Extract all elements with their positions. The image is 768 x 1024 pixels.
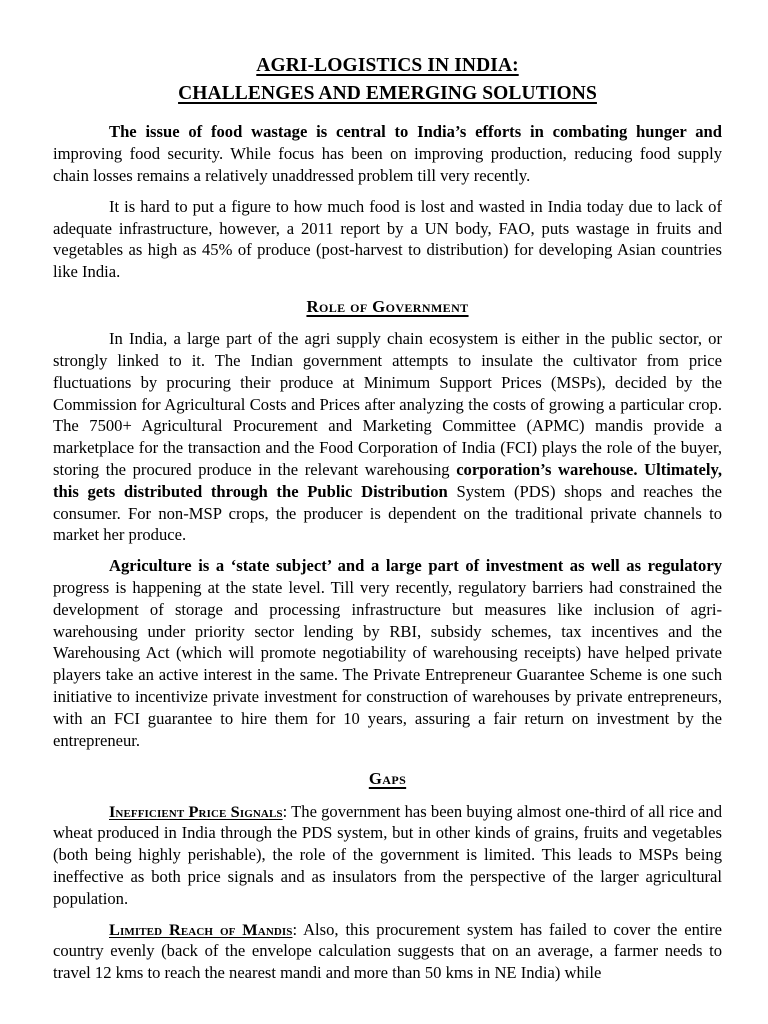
run-in-heading-inefficient-price-signals: Inefficient Price Signals [109, 801, 283, 821]
document-title-line-2-text: CHALLENGES AND EMERGING SOLUTIONS [178, 82, 597, 104]
paragraph-wastage-figures [53, 196, 722, 283]
paragraph-limited-reach-of-mandis-body: Also, this procurement system has failed to cover the entire country evenly (back of the envelope calculation suggests that on an average, a farmer needs to travel 12 kms to reach the nearest mandi and more than 50 kms in NE India) while [53, 919, 722, 983]
document-title-line-2 [53, 80, 722, 108]
document-title-line-1-text: AGRI-LOGISTICS IN INDIA: [256, 55, 519, 76]
run-in-heading-limited-reach-of-mandis: Limited Reach of Mandis [109, 919, 293, 939]
paragraph-public-sector [53, 328, 722, 546]
paragraph-public-sector-bold: corporation’s warehouse. Ultimately, this gets distributed through the Public Distribution [53, 459, 722, 501]
document-title-line-1 [53, 52, 722, 80]
paragraph-inefficient-price-signals-body: The government has been buying almost one-third of all rice and wheat produced in India through the PDS system, but in other kinds of grains, fruits and vegetables (both being highly perishable), the role of the government is limited. This leads to MSPs being ineffective as both price signals and as insulators from the perspective of the larger agricultural population. [53, 801, 722, 908]
paragraph-state-subject-rest: progress is happening at the state level. Till very recently, regulatory barriers had constrained the development of storage and processing infrastructure but measures like inclusion of agri-warehousing under priority sector lending by RBI, subsidy schemes, tax incentives and the Warehousing Act (which will promote negotiability of warehousing receipts) have helped private players take an active interest in the same. The Private Entrepreneur Guarantee Scheme is one such initiative to incentivize private investment for construction of warehouses by private entrepreneurs, with an FCI guarantee to hire them for 10 years, assuring a fair return on investment by the entrepreneur. [53, 578, 722, 750]
document-title [53, 52, 722, 107]
paragraph-state-subject [53, 555, 722, 751]
paragraph-inefficient-price-signals [53, 801, 722, 910]
paragraph-intro-lead: The issue of food wastage is central to India’s efforts in combating hunger and [109, 122, 722, 142]
run-in-colon-inefficient-price-signals: : [282, 801, 288, 821]
section-heading-gaps [53, 769, 722, 789]
section-heading-role-of-government-text: Role of Government [306, 297, 469, 317]
paragraph-wastage-figures-text: It is hard to put a figure to how much food is lost and wasted in India today due to lack of adequate infrastructure, however, a 2011 report by a UN body, FAO, puts wastage in fruits and vegetables as high as 45% of produce (post-harvest to distribution) for developing Asian countries like India. [53, 196, 722, 282]
paragraph-public-sector-post: System (PDS) shops and reaches the consumer. For non-MSP crops, the producer is dependent on the traditional private channels to market her produce. [53, 481, 723, 545]
paragraph-state-subject-lead: Agriculture is a ‘state subject’ and a large part of investment as well as regulatory [109, 556, 722, 576]
section-heading-gaps-text: Gaps [368, 768, 407, 788]
paragraph-intro-rest: improving food security. While focus has been on improving production, reducing food supply chain losses remains a relatively unaddressed problem till very recently. [53, 144, 722, 185]
section-heading-role-of-government [53, 297, 722, 317]
paragraph-limited-reach-of-mandis [53, 919, 722, 984]
run-in-colon-limited-reach-of-mandis: : [292, 919, 298, 939]
paragraph-intro [53, 121, 722, 186]
paragraph-public-sector-pre: In India, a large part of the agri supply chain ecosystem is either in the public sector, or strongly linked to it. The Indian government attempts to insulate the cultivator from price fluctuations by procuring their produce at Minimum Support Prices (MSPs), decided by the Commission for Agricultural Costs and Prices after analyzing the costs of growing a particular crop. The 7500+ Agricultural Procurement and Marketing Committee (APMC) mandis provide a marketplace for the transaction and the Food Corporation of India (FCI) plays the role of the buyer, storing the procured produce in the relevant warehousing [53, 329, 722, 479]
